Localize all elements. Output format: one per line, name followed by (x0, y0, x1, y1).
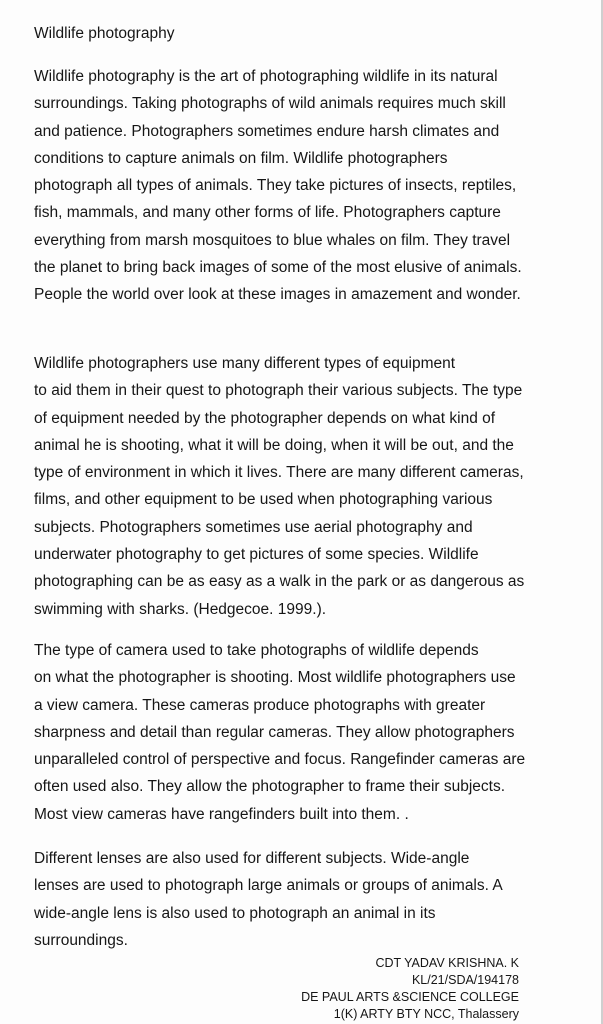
signature-college: DE PAUL ARTS &SCIENCE COLLEGE (301, 990, 519, 1004)
signature-unit: 1(K) ARTY BTY NCC, Thalassery (333, 1007, 519, 1021)
signature-id: KL/21/SDA/194178 (411, 973, 519, 987)
signature-block (301, 955, 519, 1023)
signature-name: CDT YADAV KRISHNA. K (375, 956, 519, 970)
paragraph-2: Wildlife photographers use many different types of equipment to aid them in their quest to photograph their various subjects. The type of equipment needed by the photographer depends on what kind of animal he is shooting, what it will be doing, when it will be out, and the type of environment in which it lives. There are many different cameras, films, and other equipment to be used when photographing various subjects. Photographers sometimes use aerial photography and underwater photography to get pictures of some species. Wildlife photographing can be as easy as a walk in the park or as dangerous as swimming with sharks. (Hedgecoe. 1999.). (34, 355, 525, 618)
paragraph-3: The type of camera used to take photographs of wildlife depends on what the photographer is shooting. Most wildlife photographers use a view camera. These cameras produce photographs with greater sharpness and detail than regular cameras. They allow photographers unparalleled control of perspective and focus. Rangefinder cameras are often used also. They allow the photographer to frame their subjects. Most view cameras have rangefinders built into them. . (34, 642, 526, 823)
paragraph-4: Different lenses are also used for different subjects. Wide-angle lenses are used to photograph large animals or groups of animals. A wide-angle lens is also used to photograph an animal in its surroundings. (34, 850, 503, 949)
document-title: Wildlife photography (34, 25, 175, 42)
paragraph-1: Wildlife photography is the art of photographing wildlife in its natural surroundings. Taking photographs of wild animals requires much skill and patience. Photographers sometimes endure harsh climates and conditions to capture animals on film. Wildlife photographers photograph all types of animals. They take pictures of insects, reptiles, fish, mammals, and many other forms of life. Photographers capture everything from marsh mosquitoes to blue whales on film. They travel the planet to bring back images of some of the most elusive of animals. People the world over look at these images in amazement and wonder. (34, 68, 522, 304)
